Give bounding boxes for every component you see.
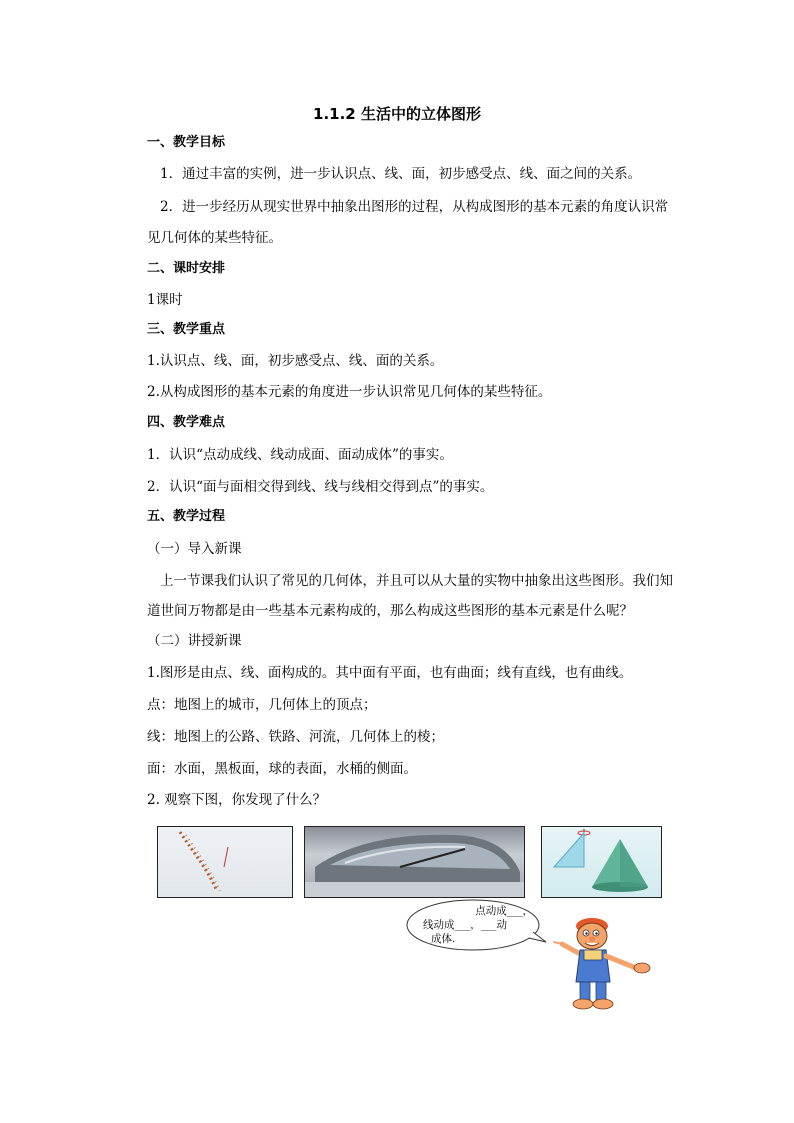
paragraph: 道世间万物都是由一些基本元素构成的，那么构成这些图形的基本元素是什么呢？ bbox=[147, 603, 633, 619]
paragraph: 面：水面，黑板面，球的表面，水桶的侧面。 bbox=[147, 761, 417, 777]
section-heading-process: 五、教学过程 bbox=[147, 509, 226, 524]
paragraph: 2．认识“面与面相交得到线、线与线相交得到点”的事实。 bbox=[147, 479, 494, 495]
section-heading-difficulties: 四、教学难点 bbox=[147, 415, 226, 430]
paragraph: 1.图形是由点、线、面构成的。其中面有平面，也有曲面；线有直线，也有曲线。 bbox=[147, 665, 633, 681]
subheading: （一）导入新课 bbox=[147, 541, 242, 557]
paragraph: 2. 观察下图，你发现了什么？ bbox=[147, 792, 327, 808]
figure-row bbox=[157, 826, 662, 898]
paragraph: 2．进一步经历从现实世界中抽象出图形的过程，从构成图形的基本元素的角度认识常 bbox=[160, 199, 669, 215]
paragraph: 1．通过丰富的实例，进一步认识点、线、面，初步感受点、线、面之间的关系。 bbox=[160, 166, 642, 182]
point-trail-image bbox=[157, 826, 293, 898]
paragraph: 1课时 bbox=[147, 292, 183, 308]
paragraph: 上一节课我们认识了常见的几何体，并且可以从大量的实物中抽象出这些图形。我们知 bbox=[160, 573, 673, 589]
paragraph: 点：地图上的城市，几何体上的顶点； bbox=[147, 697, 377, 713]
bubble-text bbox=[417, 904, 537, 946]
paragraph: 2.从构成图形的基本元素的角度进一步认识常见几何体的某些特征。 bbox=[147, 384, 552, 400]
paragraph: 见几何体的某些特征。 bbox=[147, 230, 282, 246]
section-heading-schedule: 二、课时安排 bbox=[147, 261, 226, 276]
paragraph: 线：地图上的公路、铁路、河流，几何体上的棱； bbox=[147, 729, 444, 745]
rotating-cone-image bbox=[541, 826, 662, 898]
speech-bubble bbox=[405, 898, 547, 954]
cartoon-boy-illustration bbox=[550, 912, 670, 1012]
section-heading-objectives: 一、教学目标 bbox=[147, 135, 226, 150]
paragraph: 1.认识点、线、面，初步感受点、线、面的关系。 bbox=[147, 353, 444, 369]
bubble-line: 点动成___， bbox=[475, 905, 533, 917]
bubble-line: 线动成___，___动 bbox=[423, 919, 507, 931]
page-title: 1.1.2 生活中的立体图形 bbox=[313, 105, 481, 123]
subheading: （二）讲授新课 bbox=[147, 633, 242, 649]
section-heading-key-points: 三、教学重点 bbox=[147, 322, 226, 337]
bubble-line: 成体. bbox=[431, 933, 456, 945]
windshield-wiper-image bbox=[304, 826, 525, 898]
paragraph: 1．认识“点动成线、线动成面、面动成体”的事实。 bbox=[147, 447, 453, 463]
